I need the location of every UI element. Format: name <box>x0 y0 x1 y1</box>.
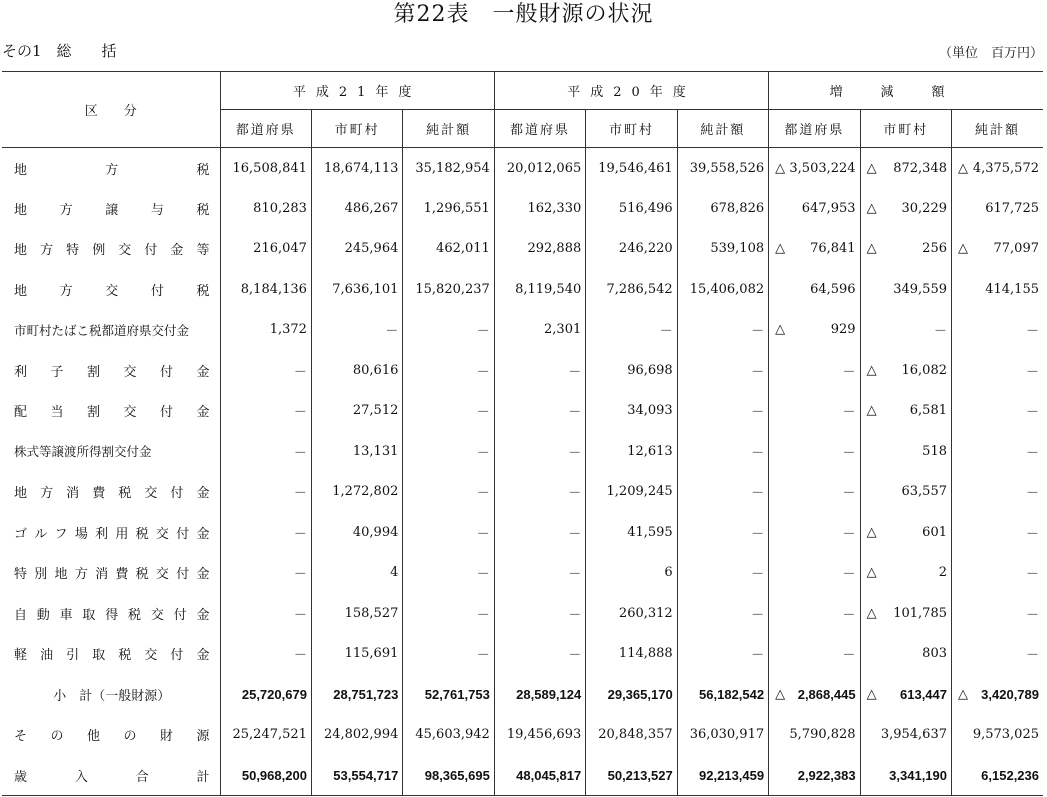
table-cell: － <box>494 593 585 634</box>
table-cell: 92,213,459 <box>677 755 768 796</box>
table-cell: － <box>220 431 311 472</box>
decrease-amount: 2,868,445 <box>797 686 856 702</box>
table-cell: 7,286,542 <box>586 269 677 310</box>
table-cell: － <box>952 512 1044 553</box>
table-cell: － <box>403 553 494 594</box>
table-cell: 15,406,082 <box>677 269 768 310</box>
table-cell: 15,820,237 <box>403 269 494 310</box>
table-cell: － <box>403 634 494 675</box>
subcolumn-header: 市町村 <box>586 110 677 148</box>
table-cell: － <box>403 472 494 513</box>
table-cell <box>860 593 951 634</box>
table-cell: 1,372 <box>220 310 311 351</box>
decrease-amount: 16,082 <box>901 362 947 378</box>
table-cell: 2,922,383 <box>769 755 860 796</box>
group-header-h20: 平成20年度 <box>494 72 768 110</box>
table-cell <box>860 512 951 553</box>
table-cell: 36,030,917 <box>677 715 768 756</box>
table-cell: 162,330 <box>494 188 585 229</box>
decrease-amount: 4,375,572 <box>972 160 1039 176</box>
table-cell: － <box>311 310 402 351</box>
table-cell: － <box>677 310 768 351</box>
table-cell: 12,613 <box>586 431 677 472</box>
table-cell: 803 <box>860 634 951 675</box>
table-cell <box>952 674 1044 715</box>
table-cell: 678,826 <box>677 188 768 229</box>
unit-note: （単位 百万円） <box>938 46 1043 61</box>
table-cell: － <box>769 472 860 513</box>
decrease-triangle-icon: △ <box>866 241 877 257</box>
row-label: 株式等譲渡所得割交付金 <box>14 444 152 460</box>
table-cell: 20,012,065 <box>494 148 585 189</box>
row-label: その他の財源 <box>14 729 210 745</box>
table-cell <box>769 229 860 270</box>
category-header: 区 分 <box>2 72 220 148</box>
row-label: 歳入合計 <box>2 755 220 796</box>
table-cell: 3,954,637 <box>860 715 951 756</box>
table-cell: 50,968,200 <box>220 755 311 796</box>
table-cell: － <box>494 431 585 472</box>
decrease-amount: 101,785 <box>893 605 947 621</box>
decrease-triangle-icon: △ <box>866 160 877 176</box>
table-cell: 246,220 <box>586 229 677 270</box>
row-label: 特別地方消費税交付金 <box>14 567 210 583</box>
table-cell: 8,119,540 <box>494 269 585 310</box>
decrease-triangle-icon: △ <box>775 322 786 338</box>
table-cell: 53,554,717 <box>311 755 402 796</box>
table-cell: 25,247,521 <box>220 715 311 756</box>
table-row <box>2 715 1043 756</box>
decrease-amount: 77,097 <box>993 241 1039 257</box>
table-row <box>2 391 1043 432</box>
subcolumn-header: 都道府県 <box>220 110 311 148</box>
table-cell: － <box>403 512 494 553</box>
decrease-triangle-icon: △ <box>866 200 877 216</box>
table-row <box>2 350 1043 391</box>
row-label: 市町村たばこ税都道府県交付金 <box>14 322 190 338</box>
decrease-triangle-icon: △ <box>958 686 968 702</box>
table-cell: － <box>220 593 311 634</box>
table-cell: 216,047 <box>220 229 311 270</box>
table-cell: 6 <box>586 553 677 594</box>
decrease-amount: 613,447 <box>900 686 947 702</box>
table-cell: 414,155 <box>952 269 1044 310</box>
subcolumn-header: 市町村 <box>860 110 951 148</box>
table-cell: － <box>952 431 1044 472</box>
decrease-triangle-icon: △ <box>775 686 786 702</box>
decrease-triangle-icon: △ <box>866 403 877 419</box>
table-cell: 50,213,527 <box>586 755 677 796</box>
table-cell: 19,456,693 <box>494 715 585 756</box>
table-cell: 28,589,124 <box>494 674 585 715</box>
table-cell: － <box>860 310 951 351</box>
table-cell: － <box>677 634 768 675</box>
table-cell: 158,527 <box>311 593 402 634</box>
table-row <box>2 634 1043 675</box>
subcolumn-header: 純計額 <box>677 110 768 148</box>
table-cell: 1,209,245 <box>586 472 677 513</box>
table-cell: 27,512 <box>311 391 402 432</box>
decrease-value <box>861 241 947 256</box>
row-label: 地方税 <box>14 162 210 178</box>
decrease-value <box>861 687 947 702</box>
table-cell: 20,848,357 <box>586 715 677 756</box>
decrease-amount: 929 <box>830 322 856 338</box>
table-cell: 617,725 <box>952 188 1044 229</box>
decrease-value <box>861 161 947 176</box>
table-cell: 80,616 <box>311 350 402 391</box>
decrease-triangle-icon: △ <box>866 686 877 702</box>
table-row <box>2 674 1043 715</box>
table-cell <box>860 553 951 594</box>
decrease-amount: 3,503,224 <box>789 160 856 176</box>
table-cell: 114,888 <box>586 634 677 675</box>
table-row <box>2 472 1043 513</box>
table-cell: － <box>677 512 768 553</box>
table-cell: 24,802,994 <box>311 715 402 756</box>
page-title: 第22表 一般財源の状況 <box>393 2 654 27</box>
table-row <box>2 553 1043 594</box>
table-cell: 539,108 <box>677 229 768 270</box>
table-cell <box>860 188 951 229</box>
decrease-value <box>952 687 1039 702</box>
table-cell: 6,152,236 <box>952 755 1044 796</box>
general-revenue-table <box>2 71 1043 796</box>
table-cell: 39,558,526 <box>677 148 768 189</box>
row-label: 小 計（一般財源） <box>53 688 171 704</box>
decrease-value <box>952 161 1039 176</box>
table-cell: 647,953 <box>769 188 860 229</box>
table-cell: 35,182,954 <box>403 148 494 189</box>
table-cell <box>769 148 860 189</box>
table-cell: － <box>220 512 311 553</box>
table-cell: － <box>769 391 860 432</box>
table-cell: 1,272,802 <box>311 472 402 513</box>
decrease-value <box>769 241 855 256</box>
table-cell <box>769 310 860 351</box>
subcolumn-header: 市町村 <box>311 110 402 148</box>
subcolumn-header: 都道府県 <box>494 110 585 148</box>
table-cell: 518 <box>860 431 951 472</box>
table-row <box>2 229 1043 270</box>
table-cell: 462,011 <box>403 229 494 270</box>
table-cell: － <box>952 350 1044 391</box>
subcolumn-header: 純計額 <box>403 110 494 148</box>
decrease-value <box>861 525 947 540</box>
table-cell: 245,964 <box>311 229 402 270</box>
table-cell: 56,182,542 <box>677 674 768 715</box>
table-subtitle: その1 総 括 <box>2 42 117 60</box>
decrease-triangle-icon: △ <box>866 362 877 378</box>
decrease-value <box>861 606 947 621</box>
table-cell: － <box>494 391 585 432</box>
table-cell: － <box>403 431 494 472</box>
table-cell: － <box>494 350 585 391</box>
subcolumn-header: 純計額 <box>952 110 1044 148</box>
decrease-amount: 872,348 <box>893 160 947 176</box>
table-cell: 7,636,101 <box>311 269 402 310</box>
table-cell: － <box>769 350 860 391</box>
table-cell <box>860 674 951 715</box>
table-cell: 16,508,841 <box>220 148 311 189</box>
table-row <box>2 269 1043 310</box>
table-cell: － <box>769 634 860 675</box>
table-cell: 52,761,753 <box>403 674 494 715</box>
table-row <box>2 310 1043 351</box>
table-cell: 19,546,461 <box>586 148 677 189</box>
table-cell: － <box>403 391 494 432</box>
table-cell: － <box>769 593 860 634</box>
table-cell: 98,365,695 <box>403 755 494 796</box>
table-cell <box>860 229 951 270</box>
table-row <box>2 755 1043 796</box>
table-cell <box>952 229 1044 270</box>
group-header-h21: 平成21年度 <box>220 72 494 110</box>
table-cell: 115,691 <box>311 634 402 675</box>
table-cell: 29,365,170 <box>586 674 677 715</box>
table-cell: 5,790,828 <box>769 715 860 756</box>
table-row <box>2 431 1043 472</box>
table-cell: 2,301 <box>494 310 585 351</box>
table-cell <box>952 148 1044 189</box>
decrease-amount: 76,841 <box>810 241 856 257</box>
decrease-triangle-icon: △ <box>866 605 877 621</box>
table-cell: 810,283 <box>220 188 311 229</box>
decrease-value <box>861 363 947 378</box>
table-cell: － <box>952 593 1044 634</box>
row-label: 利子割交付金 <box>14 364 210 380</box>
table-cell: － <box>403 350 494 391</box>
decrease-amount: 6,581 <box>909 403 947 419</box>
table-row <box>2 148 1043 189</box>
table-cell: 486,267 <box>311 188 402 229</box>
table-cell <box>860 148 951 189</box>
decrease-value <box>769 161 855 176</box>
table-cell: 64,596 <box>769 269 860 310</box>
decrease-value <box>952 241 1039 256</box>
decrease-value <box>861 201 947 216</box>
table-cell: 516,496 <box>586 188 677 229</box>
row-label: 地方交付税 <box>14 283 210 299</box>
table-cell: － <box>677 472 768 513</box>
table-cell: 25,720,679 <box>220 674 311 715</box>
decrease-triangle-icon: △ <box>958 241 968 257</box>
decrease-amount: 601 <box>922 524 947 540</box>
table-row <box>2 512 1043 553</box>
decrease-triangle-icon: △ <box>775 160 786 176</box>
table-cell: － <box>220 553 311 594</box>
decrease-amount: 256 <box>922 241 947 257</box>
table-cell: － <box>220 472 311 513</box>
table-row <box>2 188 1043 229</box>
table-cell: 8,184,136 <box>220 269 311 310</box>
table-cell: － <box>769 431 860 472</box>
table-cell: － <box>220 391 311 432</box>
table-cell: － <box>952 634 1044 675</box>
table-cell: － <box>494 472 585 513</box>
table-cell: 45,603,942 <box>403 715 494 756</box>
row-label: 地方消費税交付金 <box>14 486 210 502</box>
decrease-value <box>769 322 855 337</box>
table-cell: 13,131 <box>311 431 402 472</box>
table-cell: － <box>677 431 768 472</box>
table-cell: － <box>403 593 494 634</box>
table-cell: 292,888 <box>494 229 585 270</box>
table-cell: 349,559 <box>860 269 951 310</box>
decrease-value <box>861 565 947 580</box>
table-cell: － <box>403 310 494 351</box>
table-cell: 28,751,723 <box>311 674 402 715</box>
decrease-amount: 2 <box>938 565 947 581</box>
table-cell: 41,595 <box>586 512 677 553</box>
decrease-amount: 3,420,789 <box>981 686 1039 702</box>
table-cell: － <box>769 553 860 594</box>
table-cell: － <box>952 472 1044 513</box>
table-cell: － <box>952 310 1044 351</box>
table-cell: 260,312 <box>586 593 677 634</box>
table-cell: － <box>494 553 585 594</box>
table-cell: 63,557 <box>860 472 951 513</box>
table-cell <box>860 391 951 432</box>
table-cell: 96,698 <box>586 350 677 391</box>
decrease-amount: 30,229 <box>901 200 947 216</box>
table-cell: 4 <box>311 553 402 594</box>
row-label: 地方譲与税 <box>14 202 210 218</box>
table-cell: － <box>586 310 677 351</box>
table-cell: 9,573,025 <box>952 715 1044 756</box>
table-cell <box>769 674 860 715</box>
table-cell: 1,296,551 <box>403 188 494 229</box>
table-cell: 3,341,190 <box>860 755 951 796</box>
table-cell: － <box>220 634 311 675</box>
table-cell: 48,045,817 <box>494 755 585 796</box>
table-cell: － <box>769 512 860 553</box>
subcolumn-header: 都道府県 <box>769 110 860 148</box>
table-cell: － <box>220 350 311 391</box>
decrease-value <box>769 687 855 702</box>
table-cell: 18,674,113 <box>311 148 402 189</box>
row-label: ゴルフ場利用税交付金 <box>14 526 210 542</box>
row-label: 自動車取得税交付金 <box>14 607 210 623</box>
row-label: 地方特例交付金等 <box>14 243 210 259</box>
table-cell: 40,994 <box>311 512 402 553</box>
decrease-triangle-icon: △ <box>958 160 968 176</box>
group-header-change: 増減額 <box>769 72 1043 110</box>
decrease-triangle-icon: △ <box>866 524 877 540</box>
row-label: 軽油引取税交付金 <box>14 648 210 664</box>
table-cell: － <box>952 391 1044 432</box>
table-cell: － <box>677 350 768 391</box>
decrease-value <box>861 403 947 418</box>
table-cell <box>860 350 951 391</box>
row-label: 配当割交付金 <box>14 405 210 421</box>
decrease-triangle-icon: △ <box>775 241 786 257</box>
table-cell: － <box>677 391 768 432</box>
table-cell: － <box>677 553 768 594</box>
table-cell: － <box>494 634 585 675</box>
decrease-triangle-icon: △ <box>866 565 877 581</box>
table-cell: － <box>494 512 585 553</box>
table-row <box>2 593 1043 634</box>
table-cell: － <box>952 553 1044 594</box>
table-cell: － <box>677 593 768 634</box>
table-cell: 34,093 <box>586 391 677 432</box>
